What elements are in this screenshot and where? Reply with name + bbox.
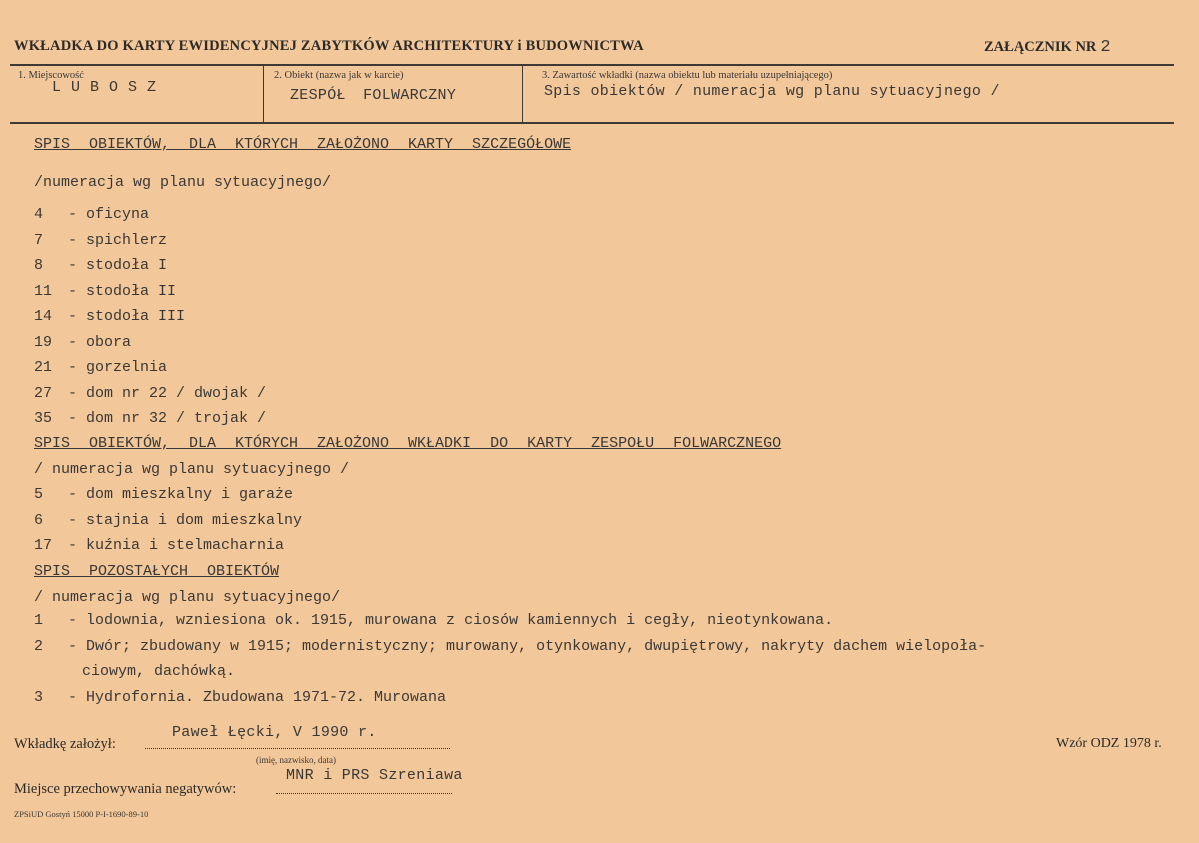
list-item bbox=[34, 410, 266, 427]
list-item bbox=[34, 689, 446, 706]
item-number: 14 bbox=[34, 308, 53, 325]
top-rule bbox=[10, 64, 1174, 66]
item-number: 2 bbox=[34, 637, 44, 655]
item-text: - lodownia, wzniesiona ok. 1915, murowana z ciosów kamiennych i cegły, nieotynkowana. bbox=[68, 612, 834, 629]
item-text: - stajnia i dom mieszkalny bbox=[68, 511, 303, 529]
object-label: 2. Obiekt (nazwa jak w karcie) bbox=[274, 70, 404, 81]
list-item bbox=[34, 512, 302, 529]
item-text: - spichlerz bbox=[68, 231, 168, 249]
list-item bbox=[34, 663, 235, 680]
section3-heading: SPIS POZOSTAŁYCH OBIEKTÓW bbox=[34, 563, 280, 580]
item-text: - oficyna bbox=[68, 206, 150, 223]
annex-label-text: ZAŁĄCZNIK NR bbox=[984, 39, 1097, 55]
list-item bbox=[34, 385, 266, 402]
negatives-label: Miejsce przechowywania negatywów: bbox=[14, 781, 237, 797]
content-value: Spis obiektów / numeracja wg planu sytuacyjnego / bbox=[544, 83, 1000, 100]
section1-heading: SPIS OBIEKTÓW, DLA KTÓRYCH ZAŁOŻONO KARTY SZCZEGÓŁOWE bbox=[34, 136, 572, 153]
item-number: 6 bbox=[34, 511, 44, 529]
list-item bbox=[34, 206, 149, 223]
item-text: - Dwór; zbudowany w 1915; modernistyczny; murowany, otynkowany, dwupiętrowy, nakryty dachem wielopoła- bbox=[68, 637, 987, 655]
item-text: ciowym, dachówką. bbox=[82, 663, 236, 680]
section2-note: / numeracja wg planu sytuacyjnego / bbox=[34, 461, 350, 478]
list-item bbox=[34, 537, 284, 554]
list-item bbox=[34, 359, 167, 376]
list-item bbox=[34, 257, 167, 274]
item-text: - obora bbox=[68, 333, 132, 351]
item-text: - dom nr 22 / dwojak / bbox=[68, 384, 267, 402]
item-text: - stodoła I bbox=[68, 257, 168, 274]
author-hint: (imię, nazwisko, data) bbox=[256, 755, 336, 765]
item-text: - stodoła III bbox=[68, 308, 186, 325]
item-number: 19 bbox=[34, 333, 53, 351]
negatives-dotted-line bbox=[276, 793, 452, 794]
content-label: 3. Zawartość wkładki (nazwa obiektu lub materiału uzupełniającego) bbox=[542, 70, 833, 81]
form-title: WKŁADKA DO KARTY EWIDENCYJNEJ ZABYTKÓW ARCHITEKTURY i BUDOWNICTWA bbox=[14, 38, 644, 54]
negatives-value: MNR i PRS Szreniawa bbox=[286, 767, 463, 784]
locality-value: LUBOSZ bbox=[52, 79, 167, 96]
item-number: 21 bbox=[34, 359, 53, 376]
item-text: - dom mieszkalny i garaże bbox=[68, 486, 294, 503]
item-text: - Hydrofornia. Zbudowana 1971-72. Murowana bbox=[68, 688, 447, 706]
field-divider-1 bbox=[263, 66, 264, 122]
item-number: 8 bbox=[34, 257, 44, 274]
printer-imprint: ZPSiUD Gostyń 15000 P-I-1690-89-10 bbox=[14, 809, 149, 819]
list-item bbox=[34, 334, 131, 351]
section2-heading: SPIS OBIEKTÓW, DLA KTÓRYCH ZAŁOŻONO WKŁADKI DO KARTY ZESPOŁU FOLWARCZNEGO bbox=[34, 435, 782, 452]
fields-bottom-rule bbox=[10, 122, 1174, 124]
item-number: 5 bbox=[34, 486, 44, 503]
list-item bbox=[34, 612, 833, 629]
item-number: 11 bbox=[34, 282, 53, 300]
item-number: 3 bbox=[34, 688, 44, 706]
item-number: 27 bbox=[34, 384, 53, 402]
list-item bbox=[34, 283, 176, 300]
author-label: Wkładkę założył: bbox=[14, 736, 116, 752]
list-item bbox=[34, 486, 293, 503]
section1-note: /numeracja wg planu sytuacyjnego/ bbox=[34, 174, 332, 191]
item-text: - gorzelnia bbox=[68, 359, 168, 376]
list-item bbox=[34, 638, 986, 655]
author-dotted-line bbox=[145, 748, 450, 749]
item-number: 35 bbox=[34, 410, 53, 427]
locality-label: 1. Miejscowość bbox=[18, 70, 84, 81]
item-text: - kuźnia i stelmacharnia bbox=[68, 537, 285, 554]
object-value: ZESPÓŁ FOLWARCZNY bbox=[290, 87, 457, 104]
list-item bbox=[34, 308, 185, 325]
annex-number: 2 bbox=[1100, 38, 1111, 57]
item-number: 1 bbox=[34, 612, 44, 629]
section3-note: / numeracja wg planu sytuacyjnego/ bbox=[34, 589, 341, 606]
item-text: - stodoła II bbox=[68, 282, 177, 300]
form-pattern: Wzór ODZ 1978 r. bbox=[1056, 736, 1162, 751]
author-value: Paweł Łęcki, V 1990 r. bbox=[172, 724, 377, 741]
field-divider-2 bbox=[522, 66, 523, 122]
item-number: 7 bbox=[34, 231, 44, 249]
annex-label bbox=[984, 38, 1111, 57]
item-text: - dom nr 32 / trojak / bbox=[68, 410, 267, 427]
list-item bbox=[34, 232, 167, 249]
item-number: 17 bbox=[34, 537, 53, 554]
item-number: 4 bbox=[34, 206, 44, 223]
